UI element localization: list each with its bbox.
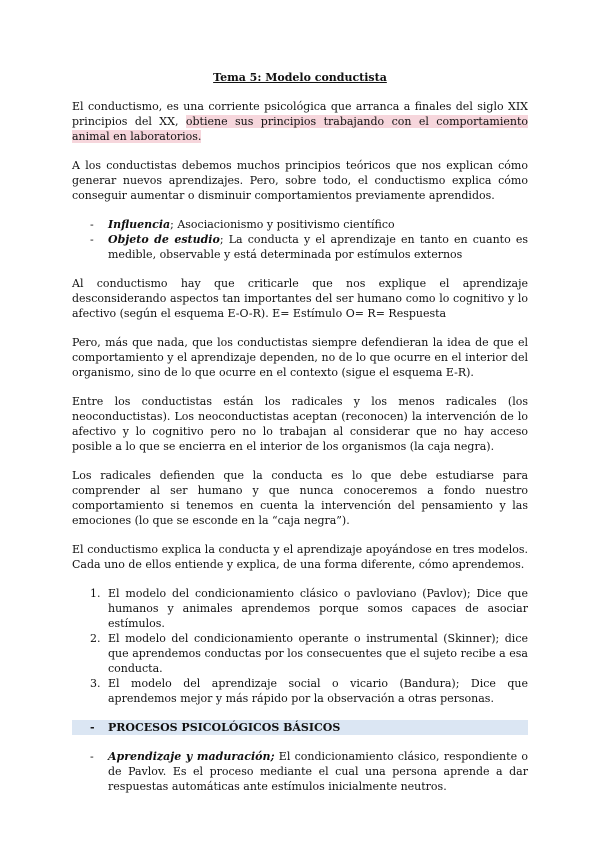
paragraph-context: Pero, más que nada, que los conductistas siempre defendieran la idea de que el comportamiento y el aprendizaje dependen, no de lo que ocurre en el interior del organismo, sino de lo que ocurre en el contexto (sigue el esquema E-R).	[72, 336, 528, 379]
list-item: - Influencia; Asociacionismo y positivismo científico	[90, 218, 395, 231]
models-list	[72, 586, 528, 706]
list-item: 2. El modelo del condicionamiento operante o instrumental (Skinner); dice que aprendemos conductas por los consecuentes que el sujeto recibe a esa conducta.	[90, 632, 528, 675]
section-heading: - PROCESOS PSICOLÓGICOS BÁSICOS	[72, 720, 528, 735]
paragraph-models: El conductismo explica la conducta y el aprendizaje apoyándose en tres modelos. Cada uno de ellos entiende y explica, de una forma diferente, cómo aprendemos.	[72, 543, 528, 571]
document-page	[72, 70, 528, 808]
paragraph-intro: El conductismo, es una corriente psicológica que arranca a finales del siglo XIX principios del XX, obtiene sus principios trabajando con el comportamiento animal en laboratorios.	[72, 100, 528, 143]
list-item: 1. El modelo del condicionamiento clásico o pavloviano (Pavlov); Dice que humanos y animales aprendemos porque somos capaces de asociar estímulos.	[90, 587, 528, 630]
highlighted-text: obtiene sus principios trabajando con el comportamiento animal en laboratorios.	[72, 115, 528, 143]
document-title: Tema 5: Modelo conductista	[213, 71, 387, 84]
paragraph-critique: Al conductismo hay que criticarle que nos explique el aprendizaje desconsiderando aspectos tan importantes del ser humano como lo cognitivo y lo afectivo (según el esquema E-O-R). E= Estímulo O= R= Respuesta	[72, 277, 528, 320]
paragraph-black-box: Los radicales defienden que la conducta es lo que debe estudiarse para comprender al ser humano y que nunca conoceremos a fondo nuestro comportamiento si tenemos en cuenta la intervención del pensamiento y las emociones (lo que se esconde en la “caja negra”).	[72, 469, 528, 527]
list-item: - Objeto de estudio; La conducta y el aprendizaje en tanto en cuanto es medible, observable y está determinada por estímulos externos	[90, 233, 529, 261]
paragraph-principles: A los conductistas debemos muchos principios teóricos que nos explican cómo generar nuevos aprendizajes. Pero, sobre todo, el conductismo explica cómo conseguir aumentar o disminuir comportamientos previamente aprendidos.	[72, 159, 528, 202]
influence-list	[72, 217, 528, 262]
list-item: - Aprendizaje y maduración; El condicionamiento clásico, respondiente o de Pavlov. Es el proceso mediante el cual una persona aprende a dar respuestas automáticas ante estímulos inicialmente neutros.	[90, 750, 528, 793]
list-item: 3. El modelo del aprendizaje social o vicario (Bandura); Dice que aprendemos mejor y más rápido por la observación a otras personas.	[90, 677, 528, 705]
paragraph-radicals: Entre los conductistas están los radicales y los menos radicales (los neoconductistas). Los neoconductistas aceptan (reconocen) la intervención de lo afectivo y lo cognitivo pero no lo trabajan al considerar que no hay acceso posible a lo que se encierra en el interior de los organismos (la caja negra).	[72, 395, 528, 453]
learning-list	[72, 749, 528, 794]
